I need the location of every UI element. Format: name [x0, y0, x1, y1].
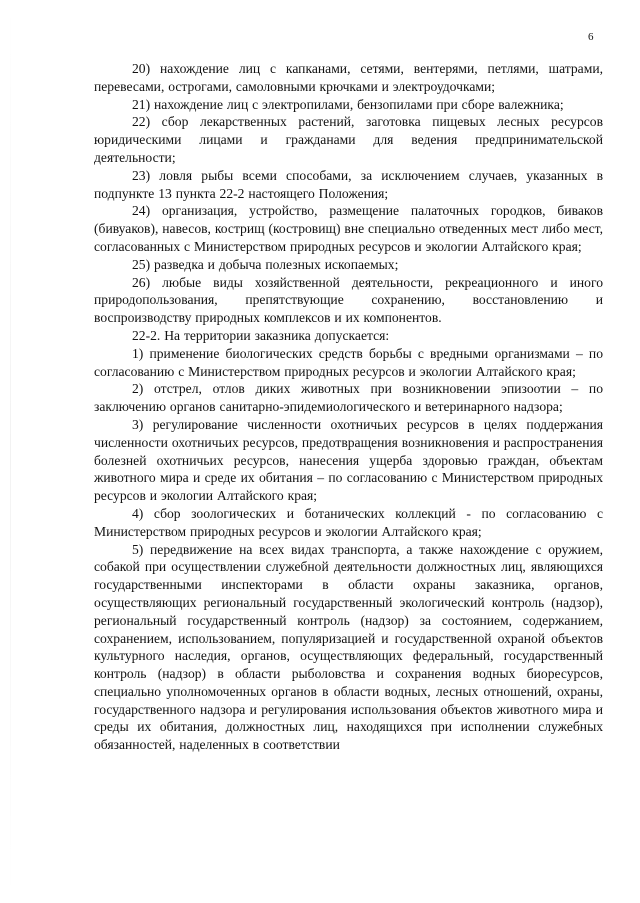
- allowed-item-3: 3) регулирование численности охотничьих ресурсов в целях поддержания численности охотничьих ресурсов, предотвращения возникновения и распространения болезней охотничьих ресурсов, нанесения ущерба здоровью граждан, объектам животного мира и среде их обитания – по согласованию с Министерством природных ресурсов и экологии Алтайского края;: [94, 416, 603, 504]
- paragraph-item-21: 21) нахождение лиц с электропилами, бензопилами при сборе валежника;: [132, 96, 564, 112]
- document-body: [94, 60, 603, 754]
- paragraph-item-25: 25) разведка и добыча полезных ископаемых;: [132, 256, 399, 272]
- allowed-item-4: 4) сбор зоологических и ботанических коллекций - по согласованию с Министерством природных ресурсов и экологии Алтайского края;: [94, 505, 603, 539]
- paragraph-item-26: 26) любые виды хозяйственной деятельности, рекреационного и иного природопользования, препятствующие сохранению, восстановлению и воспроизводству природных комплексов и их компонентов.: [94, 274, 603, 326]
- allowed-item-1: 1) применение биологических средств борьбы с вредными организмами – по согласованию с Министерством природных ресурсов и экологии Алтайского края;: [94, 345, 603, 379]
- paragraph-item-20: 20) нахождение лиц с капканами, сетями, вентерями, петлями, шатрами, перевесами, острогами, самоловными крючками и электроудочками;: [94, 61, 603, 94]
- paragraph-item-24: 24) организация, устройство, размещение палаточных городков, биваков (бивуаков), навесов, кострищ (костровищ) вне специально отведенных мест либо мест, согласованных с Министерством природных ресурсов и экологии Алтайского края;: [94, 203, 603, 254]
- page-number: 6: [588, 31, 594, 43]
- scan-edge-line: [10, 0, 11, 903]
- paragraph-item-22: 22) сбор лекарственных растений, заготовка пищевых лесных ресурсов юридическими лицами и гражданами для ведения предпринимательской деятельности;: [94, 114, 603, 165]
- section-heading-22-2: 22-2. На территории заказника допускается:: [132, 327, 390, 343]
- paragraph-item-23: 23) ловля рыбы всеми способами, за исключением случаев, указанных в подпункте 13 пункта 22-2 настоящего Положения;: [94, 167, 603, 201]
- allowed-item-5: 5) передвижение на всех видах транспорта, а также нахождение с оружием, собакой при осуществлении служебной деятельности должностных лиц, являющихся государственными инспекторами в области охраны заказника, органов, осуществляющих региональный государственный экологический контроль (надзор), региональный государственный контроль (надзор) за состоянием, содержанием, сохранением, использованием, популяризацией и государственной охраной объектов культурного наследия, органов, осуществляющих федеральный, государственный контроль (надзор) в области рыболовства и сохранения водных биоресурсов, специально уполномоченных органов в области водных, лесных отношений, охраны, государственного надзора и регулирования использования объектов животного мира и среды их обитания, должностных лиц, находящихся при исполнении служебных обязанностей, наделенных в соответствии: [94, 541, 603, 753]
- allowed-item-2: 2) отстрел, отлов диких животных при возникновении эпизоотии – по заключению органов санитарно-эпидемиологического и ветеринарного надзора;: [94, 381, 603, 415]
